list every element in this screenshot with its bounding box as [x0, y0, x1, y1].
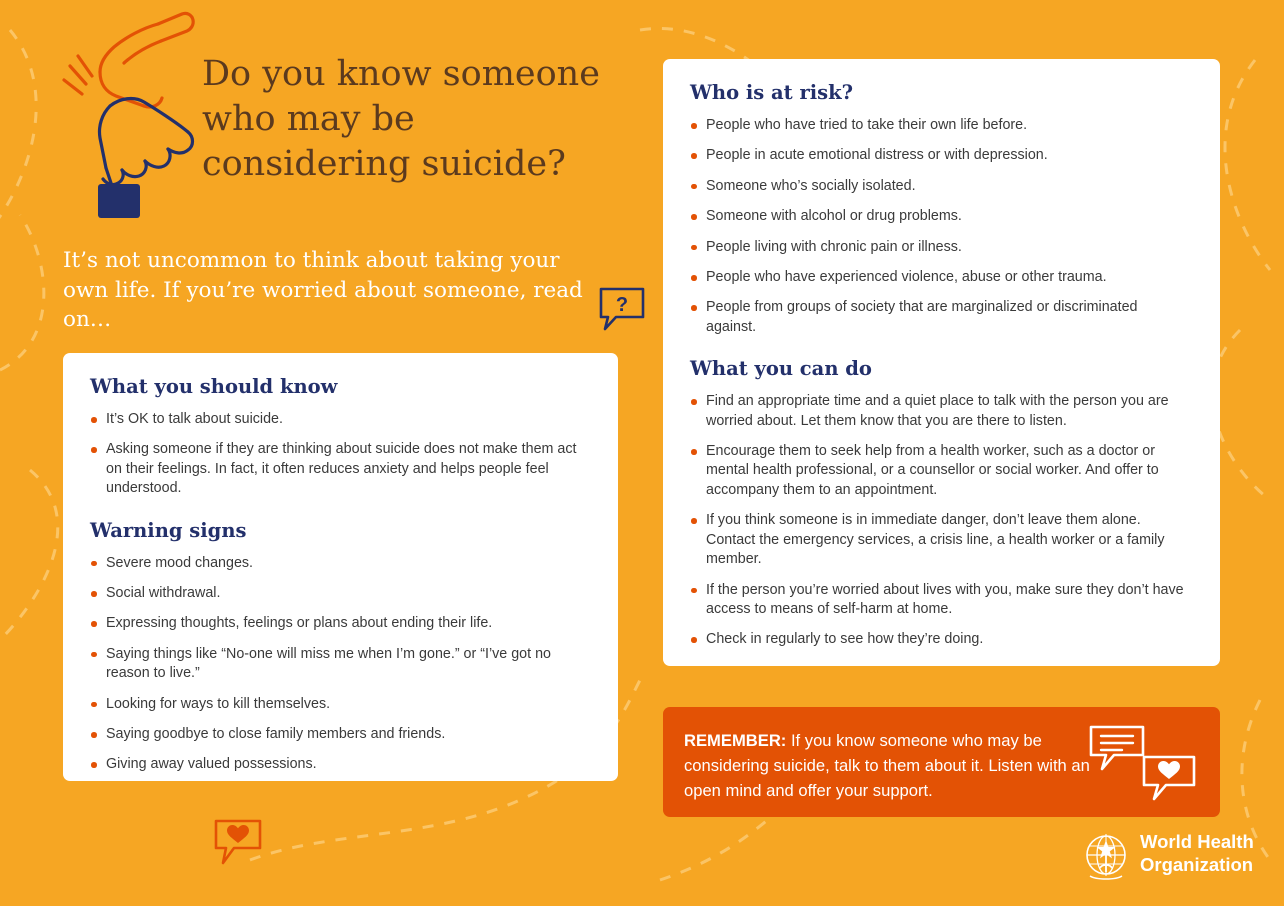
chat-speech-bubble-icon	[1088, 723, 1198, 803]
page-title: Do you know someone who may be considering suicide?	[202, 54, 600, 184]
list-item: Find an appropriate time and a quiet place to talk with the person you are worried about. Let them know that you are there to listen.	[690, 392, 1190, 431]
remember-text	[684, 728, 1104, 803]
who-emblem-icon	[1078, 828, 1134, 884]
who-logo	[1078, 828, 1268, 884]
list-item: If the person you’re worried about lives with you, make sure they don’t have access to means of self-harm at home.	[690, 581, 1190, 620]
section-title-warning-signs: Warning signs	[90, 518, 247, 542]
heart-speech-bubble-icon	[212, 818, 264, 868]
section-title-what-you-should-know: What you should know	[90, 375, 338, 398]
who-name-line2: Organization	[1140, 854, 1254, 875]
list-item: Looking for ways to kill themselves.	[90, 695, 588, 714]
remember-body: If you know someone who may be considering suicide, talk to them about it. Listen with an open mind and offer your support.	[684, 731, 1090, 800]
page-subtitle: It’s not uncommon to think about taking your own life. If you’re worried about someone, read on…	[63, 248, 583, 332]
list-item: Asking someone if they are thinking about suicide does not make them act on their feelings. In fact, it often reduces anxiety and helps people feel understood.	[90, 440, 588, 498]
list-item: People living with chronic pain or illness.	[690, 238, 1190, 257]
list-item: Encourage them to seek help from a health worker, such as a doctor or mental health professional, or a counsellor or social worker. And offer to accompany them to an appointment.	[690, 442, 1190, 500]
remember-label: REMEMBER:	[684, 731, 787, 750]
section-title-what-you-can-do: What you can do	[690, 357, 872, 381]
list-who-is-at-risk	[690, 116, 1190, 337]
remember-banner	[663, 707, 1220, 817]
list-item: If you think someone is in immediate danger, don’t leave them alone. Contact the emergency services, a crisis line, a health worker or a family member.	[690, 511, 1190, 569]
list-item: Saying goodbye to close family members and friends.	[90, 725, 588, 744]
list-item: Check in regularly to see how they’re doing.	[690, 630, 1190, 649]
list-warning-signs	[90, 554, 588, 775]
question-speech-bubble-icon	[596, 286, 648, 334]
list-item: Severe mood changes.	[90, 554, 588, 573]
list-item: Saying things like “No-one will miss me when I’m gone.” or “I’ve got no reason to live.”	[90, 645, 588, 684]
helping-hands-illustration	[48, 10, 198, 225]
who-wordmark	[1140, 830, 1254, 876]
list-item: Someone with alcohol or drug problems.	[690, 207, 1190, 226]
svg-text:?: ?	[615, 294, 629, 316]
list-item: Giving away valued possessions.	[90, 755, 588, 774]
list-what-you-should-know	[90, 410, 588, 499]
list-item: Social withdrawal.	[90, 584, 588, 603]
section-title-who-is-at-risk: Who is at risk?	[690, 81, 854, 104]
card-what-you-should-know	[63, 353, 618, 781]
list-item: People in acute emotional distress or with depression.	[690, 146, 1190, 165]
list-item: People who have experienced violence, abuse or other trauma.	[690, 268, 1190, 287]
list-item: It’s OK to talk about suicide.	[90, 410, 588, 429]
card-who-is-at-risk	[663, 59, 1220, 666]
list-item: Someone who’s socially isolated.	[690, 177, 1190, 196]
list-what-you-can-do	[690, 392, 1190, 649]
who-name-line1: World Health	[1140, 831, 1254, 852]
list-item: Expressing thoughts, feelings or plans about ending their life.	[90, 614, 588, 633]
list-item: People who have tried to take their own life before.	[690, 116, 1190, 135]
list-item: People from groups of society that are marginalized or discriminated against.	[690, 298, 1190, 337]
